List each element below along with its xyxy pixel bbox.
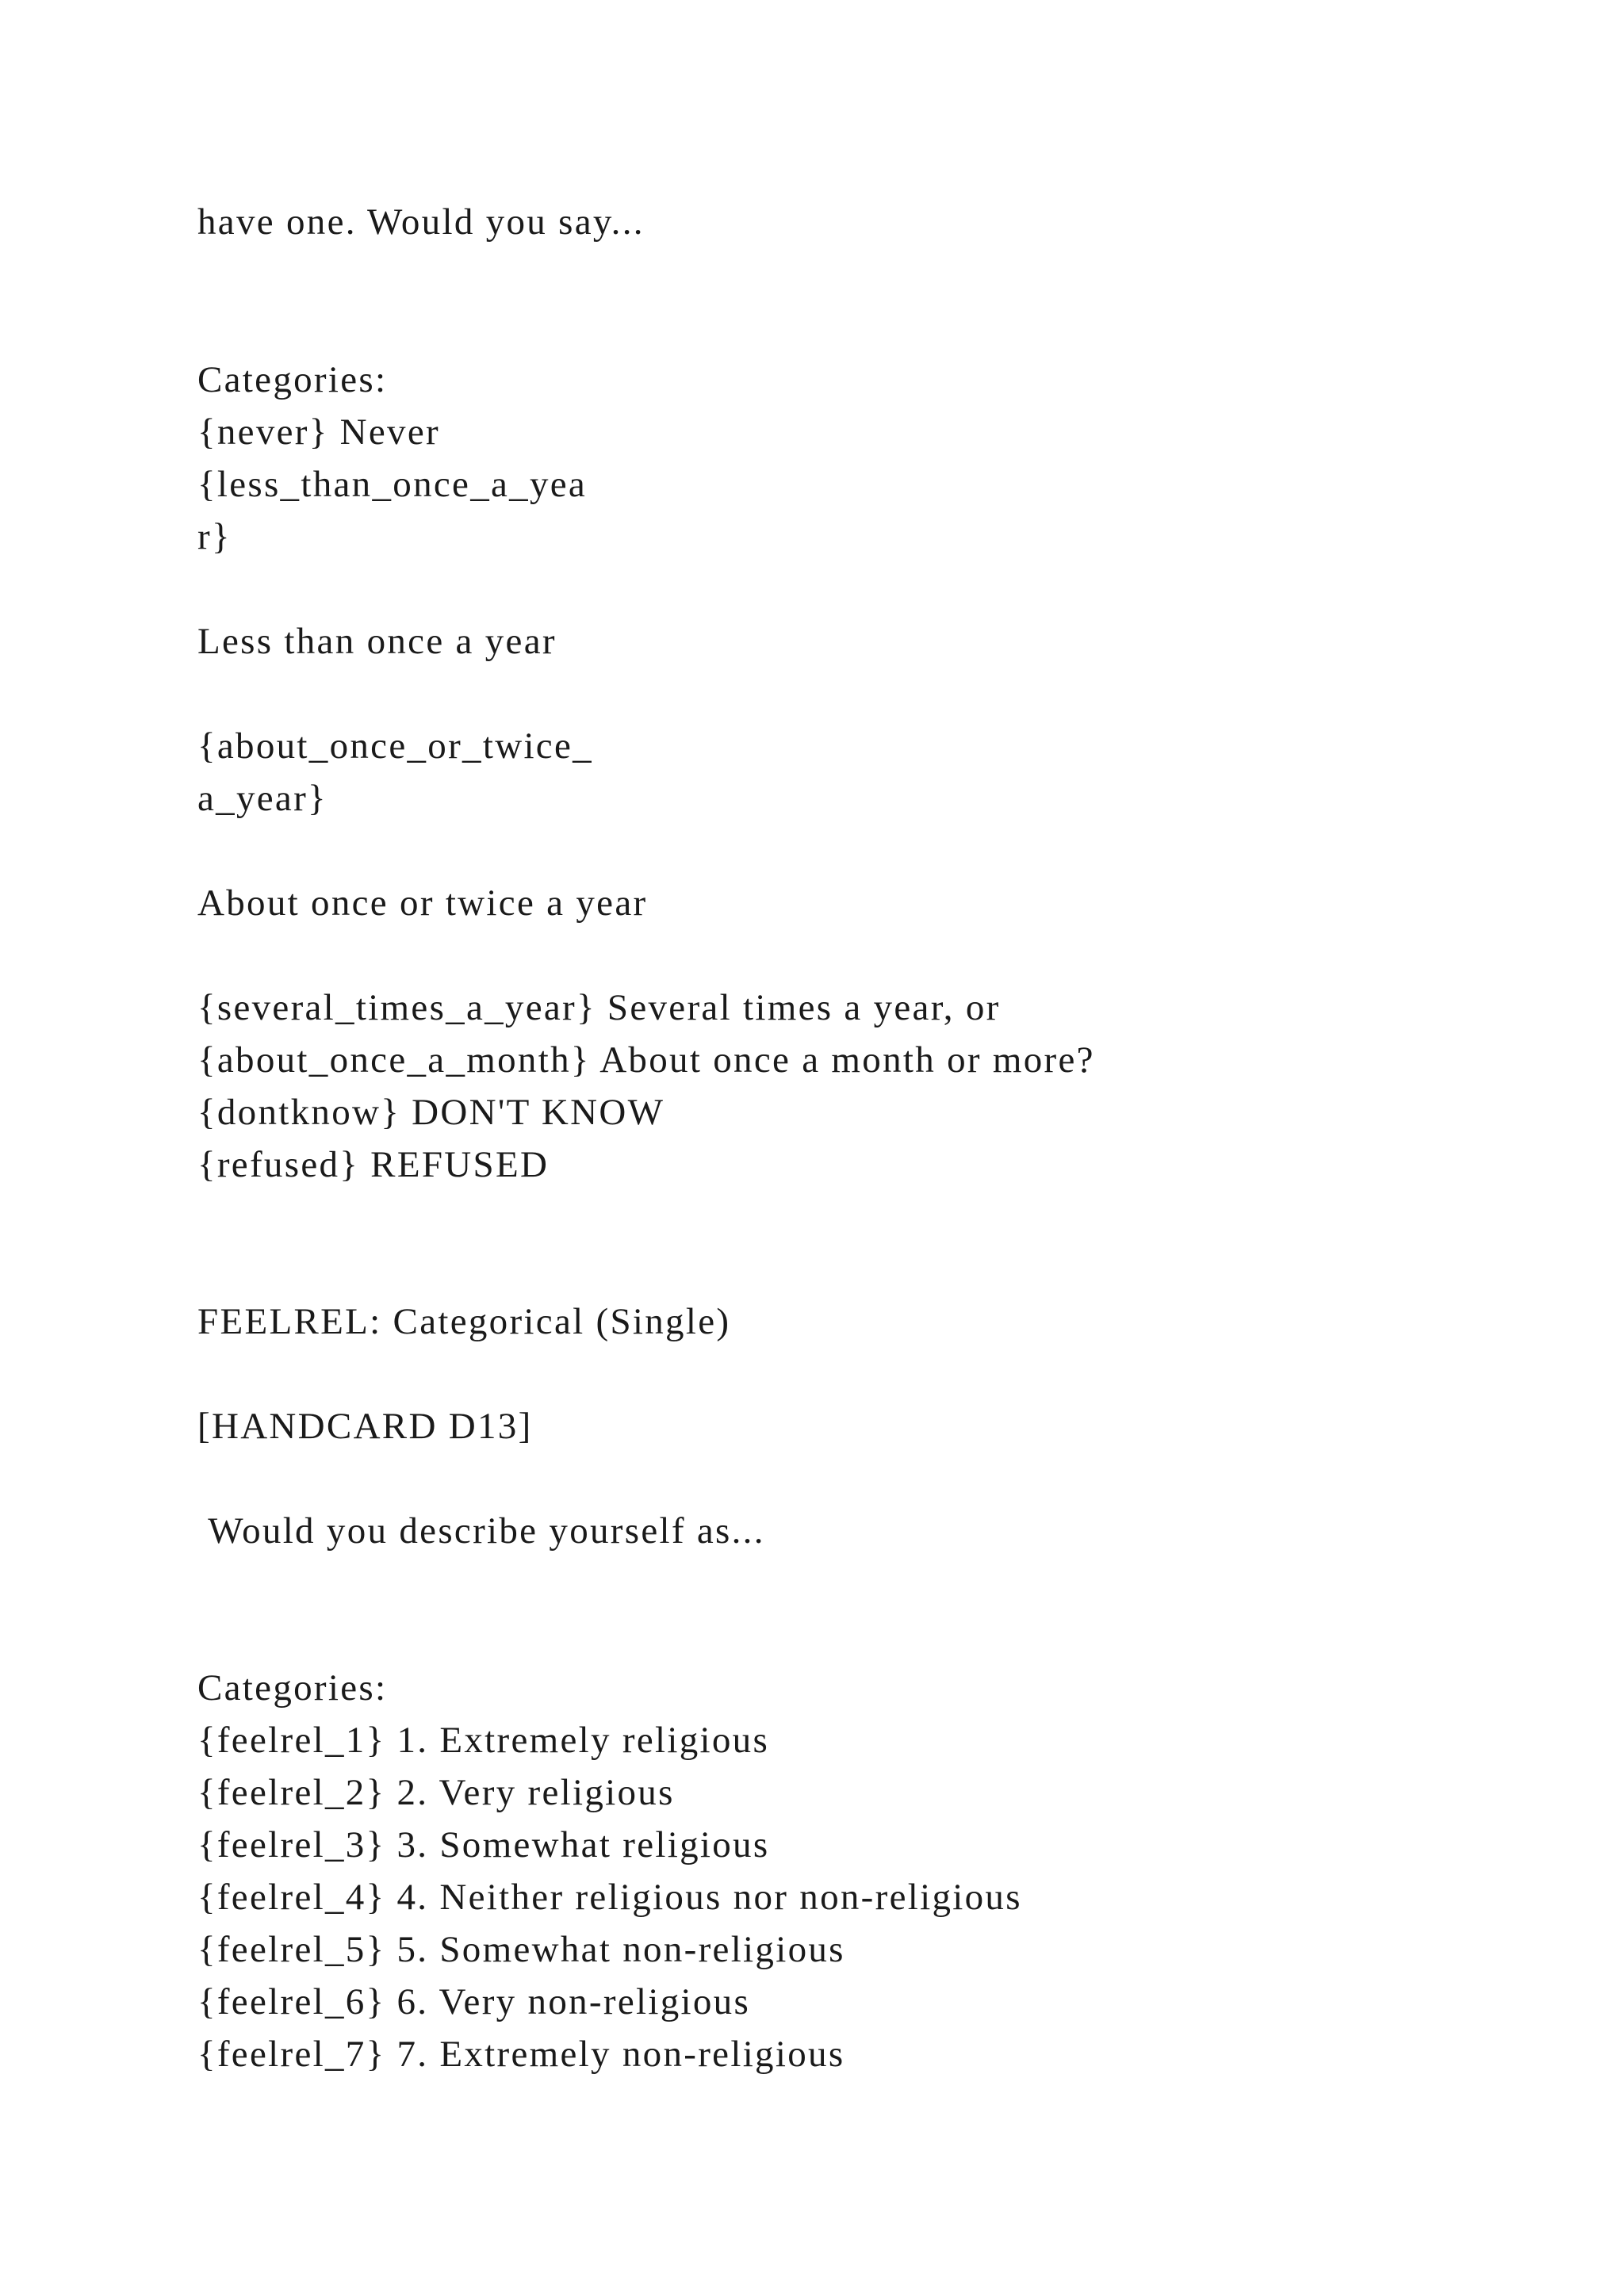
category-code-about-once-or-twice-a-year-part2: a_year} (197, 778, 327, 819)
category-label-less-than-once-a-year: Less than once a year (197, 621, 557, 662)
category-option-dontknow: {dontknow} DON'T KNOW (197, 1092, 665, 1133)
category-option-several-times-a-year: {several_times_a_year} Several times a year, or (197, 987, 1001, 1028)
feelrel-option-2: {feelrel_2} 2. Very religious (197, 1772, 675, 1813)
category-code-less-than-once-a-year-part2: r} (197, 516, 232, 557)
feelrel-option-1: {feelrel_1} 1. Extremely religious (197, 1720, 770, 1761)
category-option-about-once-a-month: {about_once_a_month} About once a month or more? (197, 1039, 1095, 1081)
category-code-about-once-or-twice-a-year-part1: {about_once_or_twice_ (197, 725, 593, 767)
feelrel-option-4: {feelrel_4} 4. Neither religious nor non-religious (197, 1877, 1022, 1918)
categories-heading-feelrel: Categories: (197, 1667, 388, 1709)
feelrel-option-3: {feelrel_3} 3. Somewhat religious (197, 1824, 770, 1866)
question-text-continuation: have one. Would you say... (197, 201, 645, 243)
feelrel-option-5: {feelrel_5} 5. Somewhat non-religious (197, 1929, 845, 1970)
category-option-never: {never} Never (197, 411, 440, 453)
handcard-label: [HANDCARD D13] (197, 1406, 533, 1447)
category-option-refused: {refused} REFUSED (197, 1144, 550, 1185)
categories-heading: Categories: (197, 359, 388, 400)
feelrel-option-6: {feelrel_6} 6. Very non-religious (197, 1981, 751, 2022)
feelrel-option-7: {feelrel_7} 7. Extremely non-religious (197, 2034, 845, 2075)
question-text: Would you describe yourself as... (197, 1510, 765, 1552)
variable-title: FEELREL: Categorical (Single) (197, 1301, 731, 1342)
category-code-less-than-once-a-year-part1: {less_than_once_a_yea (197, 464, 588, 505)
category-label-about-once-or-twice-a-year: About once or twice a year (197, 882, 648, 924)
